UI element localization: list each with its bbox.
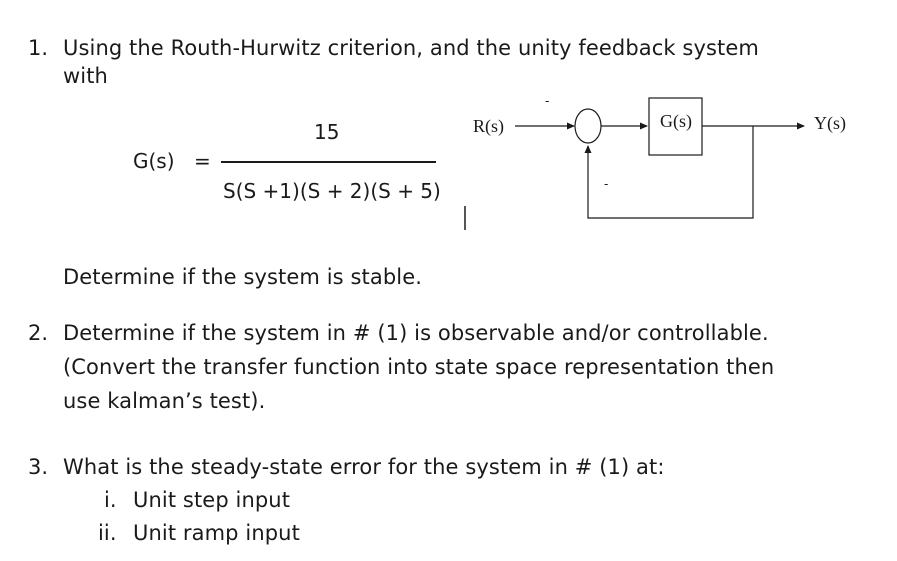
question-1-text-line2: with — [63, 64, 108, 88]
question-3-number: 3. — [28, 455, 49, 479]
sub-item-marker: i. — [104, 488, 117, 512]
text-cursor-mark — [464, 206, 466, 230]
question-2-number: 2. — [28, 321, 49, 345]
transfer-block — [649, 98, 702, 155]
question-3-text-line1: What is the steady-state error for the system in # (1) at: — [63, 455, 665, 479]
block-label: G(s) — [660, 111, 692, 131]
question-1-text-line1: Using the Routh-Hurwitz criterion, and the unity feedback system — [63, 36, 759, 60]
equation-equals: = — [194, 149, 211, 173]
question-2-text-line2: (Convert the transfer function into state space representation then — [63, 355, 775, 379]
input-label: R(s) — [473, 116, 504, 136]
output-label: Y(s) — [814, 113, 846, 133]
equation-lhs: G(s) — [133, 149, 175, 173]
bottom-sign: - — [604, 176, 609, 191]
sub-item-marker: ii. — [98, 521, 117, 545]
equation-numerator: 15 — [314, 120, 340, 144]
sub-item-text: Unit step input — [133, 488, 291, 512]
question-2-text-line3: use kalman’s test). — [63, 389, 266, 413]
top-sign: - — [545, 93, 550, 108]
equation-denominator: S(S +1)(S + 2)(S + 5) — [223, 179, 441, 203]
question-2-text-line1: Determine if the system in # (1) is observable and/or controllable. — [63, 321, 769, 345]
question-1-number: 1. — [28, 36, 49, 60]
question-1-task: Determine if the system is stable. — [63, 265, 422, 289]
summing-junction — [575, 109, 601, 143]
sub-item-text: Unit ramp input — [133, 521, 300, 545]
feedback-path — [588, 126, 753, 218]
